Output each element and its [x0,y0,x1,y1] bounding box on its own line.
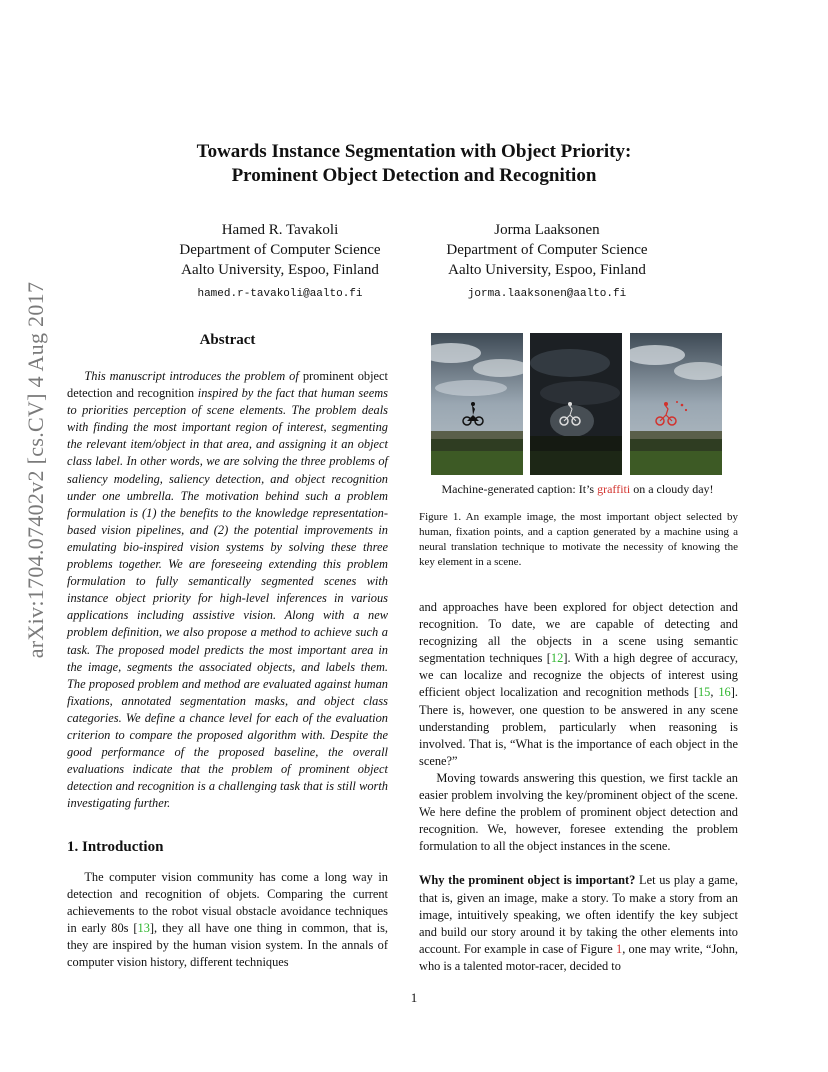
abstract-heading: Abstract [199,332,256,348]
author-affil: Aalto University, Espoo, Finland [448,262,646,278]
intro-heading: 1. Introduction [67,839,164,855]
machine-caption-suffix: on a cloudy day! [630,482,714,496]
citation-separator: , [710,685,719,700]
page-number: 1 [410,990,418,1005]
body-text: , one may write, “John, who is a talented motor-racer, decided to [419,941,738,973]
citation-link[interactable]: 13 [137,921,150,936]
abstract-text-c: inspired by the fact that human seems to priorities perception of scene elements. The problem deals with finding the most important region of interest, segmenting the relevant item/object in that area, and assigning it an object class label. In other words, we are solving the three problems of saliency modeling, saliency detection, and object recognition under one umbrella. The motivation behind such a problem formulation is (1) the benefits to the knowledge representation-based vision pipelines, and (2) the potential improvements in emulating bio-inspired vision systems by solving these three problems together. We are foreseeing extending this problem formulation to fully semantically segmented scenes with instance object priority for high-level inferences in various applications including assistive vision. Along with a new problem definition, we also propose a method to achieve such a task. The proposed model predicts the most important area in the image, segments the associated objects, and labels them. The proposed problem and method are evaluated against human fixations, annotated segmentation masks, and object class categories. We define a chance level for each of the evaluation criterion to compare the proposed algorithm with. Despite the good performance of the proposed baseline, the overall evaluations indicate that the problem of prominent object detection and recognition is a challenging task that is still worth investigating further. [67,386,388,811]
citation-link[interactable]: 15 [697,685,711,700]
machine-caption-highlight: graffiti [597,482,631,496]
author-2 [412,220,682,304]
author-email[interactable]: hamed.r-tavakoli@aalto.fi [197,288,363,300]
body-text: ]. There is, however, one question to be answered in any scene understanding problem, particularly when reasoning is involved. That is, “What is the importance of each object in the scene?” [419,685,738,768]
author-affil: Aalto University, Espoo, Finland [181,262,379,278]
title-line-2: Prominent Object Detection and Recognition [231,165,597,186]
machine-caption-prefix: Machine-generated caption: It’s [441,482,598,496]
abstract-body [67,368,388,812]
figure-link[interactable]: 1 [616,941,623,956]
abstract-section [67,332,388,812]
intro-section [67,839,388,972]
abstract-text-b: prominent object detection and recognition [67,369,388,401]
body-text: and approaches have been explored for object detection and recognition. To date, we are capable of detecting and recognizing all the objects in a scene using semantic segmentation techniques [ [419,600,738,666]
citation-link[interactable]: 12 [550,651,564,666]
author-name: Hamed R. Tavakoli [221,222,339,238]
paragraph-heading: Why the prominent object is important? [419,873,636,888]
figure-1-images [431,333,722,475]
figure-photo-fixation [530,333,622,475]
title-line-1: Towards Instance Segmentation with Object Priority: [196,141,632,162]
author-email[interactable]: jorma.laaksonen@aalto.fi [467,288,627,300]
figure-photo-original [431,333,523,475]
figure-1-caption: Figure 1. An example image, the most important object selected by human, fixation points, and a caption generated by a machine using a neural translation technique to motivate the necessity of knowing the key element in a scene. [419,511,738,568]
intro-body [67,869,388,972]
body-paragraph: Moving towards answering this question, we first tackle an easier problem involving the key/prominent object of the scene. We here define the problem of prominent object detection and recognition. We, however, foresee extending the problem formulation to all the object instances in the scene. [419,770,738,854]
paper-title [0,140,828,188]
author-dept: Department of Computer Science [179,242,381,258]
abstract-text-a: This manuscript introduces the problem of [84,369,299,383]
intro-text-a: The computer vision community has come a long way in detection and recognition of objets. Comparing the current achievements to the robot visual obstacle avoidance techniques in early 80s [ [67,870,388,936]
citation-link[interactable]: 16 [718,685,731,700]
body-text: ]. With a high degree of accuracy, we can localize and recognize the objects of interest using efficient object localization and recognition methods [ [419,651,738,700]
body-text: Let us play a game, that is, given an image, make a story. To make a story from an image, intuitively speaking, we often identify the key subject and build our story around it by taking the other elements into account. For example in case of Figure [419,873,738,956]
intro-text-b: ], they all have one thing in common, that is, they are inspired by the human vision system. In the annals of computer vision history, different techniques [67,921,388,970]
figure-photo-segmentation [630,333,722,475]
right-column-body [419,599,738,975]
author-dept: Department of Computer Science [446,242,648,258]
machine-caption [420,482,735,497]
arxiv-id: arXiv:1704.07402v2 [cs.CV] 4 Aug 2017 [23,281,48,659]
author-name: Jorma Laaksonen [494,222,600,238]
author-1 [150,220,410,304]
